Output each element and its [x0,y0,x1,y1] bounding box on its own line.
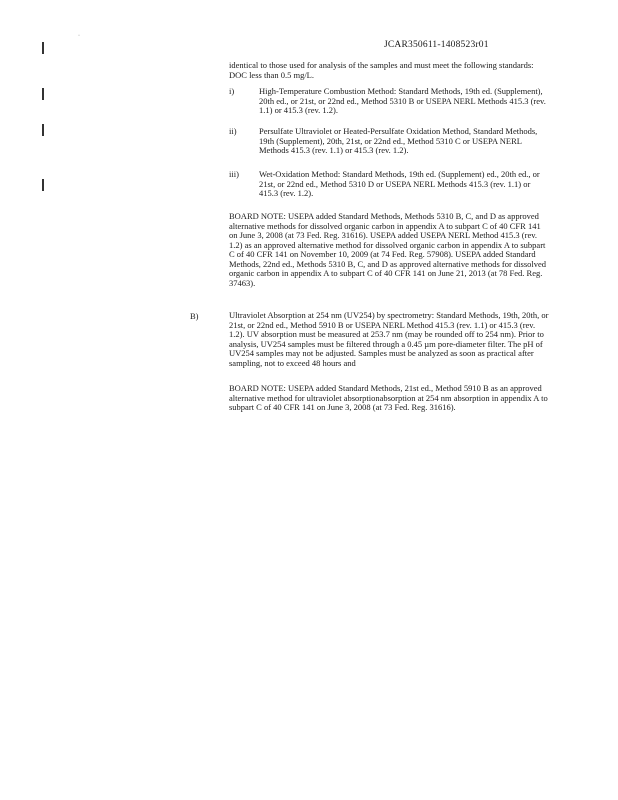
section-marker: B) [190,311,199,321]
change-bar [42,179,44,191]
item-text: High-Temperature Combustion Method: Standard Methods, 19th ed. (Supplement), 20th ed., or 21st, or 22nd ed., Method 5310 B or USEPA NERL Methods 415.3 (rev. 1.1) or 415.3 (rev. 1.2). [259,86,546,115]
item-marker: iii) [229,169,239,179]
item-marker: ii) [229,126,237,136]
change-bar [42,124,44,136]
board-note: BOARD NOTE: USEPA added Standard Methods, 21st ed., Method 5910 B as an approved alternative method for ultraviolet absorptionabsorption at 254 nm absorption in appendix A to subpart C of 40 CFR 141 on June 3, 2008 (at 73 Fed. Reg. 31616). [229,383,548,412]
document-code: JCAR350611-1408523r01 [384,40,489,50]
board-note: BOARD NOTE: USEPA added Standard Methods, Methods 5310 B, C, and D as approved alternative methods for dissolved organic carbon in appendix A to subpart C of 40 CFR 141 on June 3, 2008 (at 73 Fed. Reg. 31616). USEPA added USEPA NERL Method 415.3 (rev. 1.2) as an approved alternative method for dissolved organic carbon in appendix A to subpart C of 40 CFR 141 on November 10, 2009 (at 74 Fed. Reg. 57908). USEPA added Standard Methods, 22nd ed., Methods 5310 B, C, and D as approved alternative methods for dissolved organic carbon in appendix A to subpart C of 40 CFR 141 on June 21, 2013 (at 78 Fed. Reg. 37463). [229,211,547,288]
section-text: Ultraviolet Absorption at 254 nm (UV254) by spectrometry: Standard Methods, 19th, 20th, or 21st, or 22nd ed., Method 5910 B or USEPA NERL Method 415.3 (rev. 1.1) or 415.3 (rev. 1.2). UV absorption must be measured at 253.7 nm (may be rounded off to 254 nm). Prior to analysis, UV254 samples must be filtered through a 0.45 µm pore-diameter filter. The pH of UV254 samples may not be adjusted. Samples must be analyzed as soon as practical after sampling, not to exceed 48 hours and [229,310,549,368]
item-marker: i) [229,86,235,96]
item-text: Wet-Oxidation Method: Standard Methods, 19th ed. (Supplement) ed., 20th ed., or 21st, or 22nd ed., Method 5310 D or USEPA NERL Methods 415.3 (rev. 1.1) or 415.3 (rev. 1.2). [259,169,540,198]
item-text: Persulfate Ultraviolet or Heated-Persulfate Oxidation Method, Standard Methods, 19th (Supplement), 20th, 21st, or 22nd ed., Method 5310 C or USEPA NERL Methods 415.3 (rev. 1.1) or 415.3 (rev. 1.2). [259,126,538,155]
stray-mark: · [78,33,80,39]
change-bar [42,42,44,54]
change-bar [42,88,44,100]
intro-paragraph: identical to those used for analysis of the samples and must meet the following standards: DOC less than 0.5 mg/L. [229,60,534,80]
